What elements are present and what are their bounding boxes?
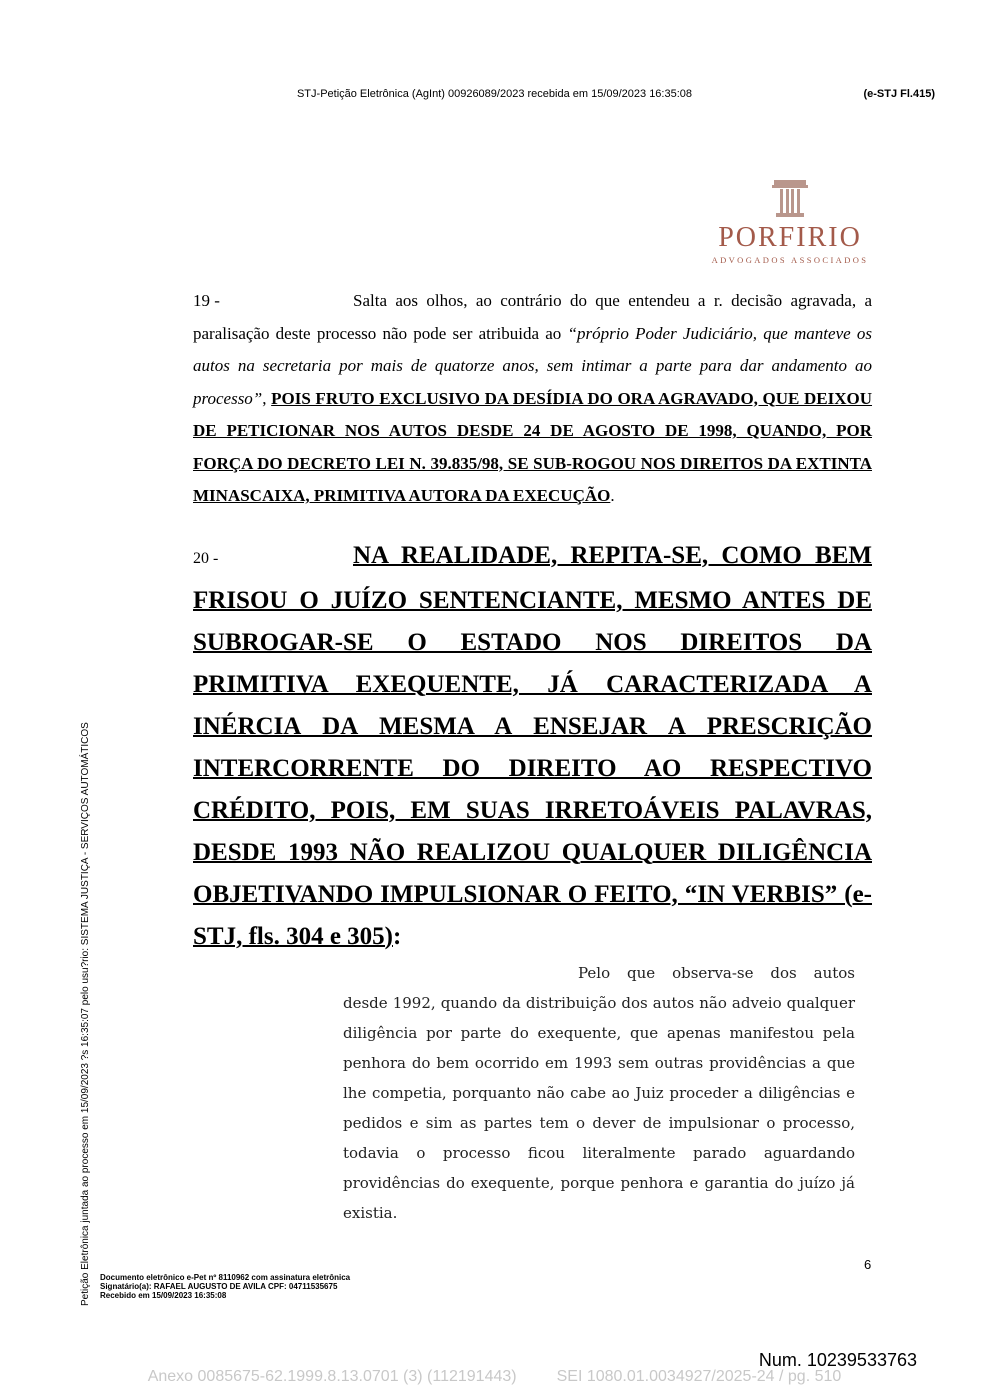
footer-annex: Anexo 0085675-62.1999.8.13.0701 (3) (112191443) SEI 1080.01.0034927/2025-24 / pg. 510 xyxy=(147,1368,842,1385)
page-number: 6 xyxy=(864,1257,872,1272)
document-number: Num. 10239533763 xyxy=(758,1350,917,1370)
paragraph-emphasis: NA REALIDADE, REPITA-SE, COMO BEM FRISOU O JUÍZO SENTENCIANTE, MESMO ANTES DE SUBROGAR-SE O ESTADO NOS DIREITOS DA PRIMITIVA EXEQUENTE, JÁ CARACTERIZADA A INÉRCIA DA MESMA A ENSEJAR A PRESCRIÇÃO INTERCORRENTE DO DIREITO AO RESPECTIVO CRÉDITO, POIS, EM SUAS IRRETOÁVEIS PALAVRAS, DESDE 1993 NÃO REALIZOU QUALQUER DILIGÊNCIA OBJETIVANDO IMPULSIONAR O FEITO, “IN VERBIS” (e-STJ, fls. 304 e 305) xyxy=(193,542,872,950)
logo-subtitle: ADVOGADOS ASSOCIADOS xyxy=(711,255,869,265)
signature-line: Recebido em 15/09/2023 16:35:08 xyxy=(100,1291,227,1300)
paragraph-quote: “próprio Poder Judiciário, que manteve os autos na secretaria por mais de quatorze anos, sem intimar a parte para dar andamento ao processo” xyxy=(193,323,872,408)
header-petition: STJ-Petição Eletrônica (AgInt) 00926089/2023 recebida em 15/09/2023 16:35:08 xyxy=(296,88,693,100)
paragraph-end: . xyxy=(610,486,615,505)
paragraph-19 xyxy=(193,285,872,513)
quoted-excerpt: Pelo que observa-se dos autos desde 1992, quando da distribuição dos autos não adveio qualquer diligência por parte do exequente, que apenas manifestou pela penhora do bem ocorrido em 1993 sem outras providências a que lhe competia, porquanto não cabe ao Juiz proceder a diligências e pedidos e sim as partes tem o dever de impulsionar o processo, todavia o processo ficou literalmente parado aguardando providências do exequente, porque penhora e garantia do juízo já existia. xyxy=(343,964,855,1222)
paragraph-text: Salta aos olhos, ao contrário do que entendeu a r. decisão agravada, a paralisação deste processo não pode ser atribuida ao xyxy=(193,291,872,343)
paragraph-number: 20 - xyxy=(193,550,219,567)
logo-name: PORFIRIO xyxy=(718,222,862,253)
paragraph-emphasis: POIS FRUTO EXCLUSIVO DA DESÍDIA DO ORA AGRAVADO, QUE DEIXOU DE PETICIONAR NOS AUTOS DESDE 24 DE AGOSTO DE 1998, QUANDO, POR FORÇA DO DECRETO LEI N. 39.835/98, SE SUB-ROGOU NOS DIREITOS DA EXTINTA MINASCAIXA, PRIMITIVA AUTORA DA EXECUÇÃO xyxy=(193,388,873,505)
header-folio: (e-STJ Fl.415) xyxy=(863,88,935,100)
column-icon xyxy=(770,180,810,218)
paragraph-number: 19 - xyxy=(193,291,220,310)
paragraph-20 xyxy=(193,535,872,958)
paragraph-separator: , xyxy=(262,388,272,408)
signature-line: Documento eletrônico e-Pet nº 8110962 com assinatura eletrônica xyxy=(100,1273,351,1282)
side-note: Petição Eletrônica juntada ao processo em 15/09/2023 ?s 16:35:07 pelo usu?rio: SISTEMA JUSTIÇA - SERVIÇOS AUTOMÁTICOS xyxy=(80,722,91,1306)
firm-logo xyxy=(704,180,876,265)
signature-block xyxy=(100,1273,350,1300)
paragraph-end: : xyxy=(393,923,402,950)
signature-line: Signatário(a): RAFAEL AUGUSTO DE AVILA CPF: 04711535675 xyxy=(100,1282,338,1291)
